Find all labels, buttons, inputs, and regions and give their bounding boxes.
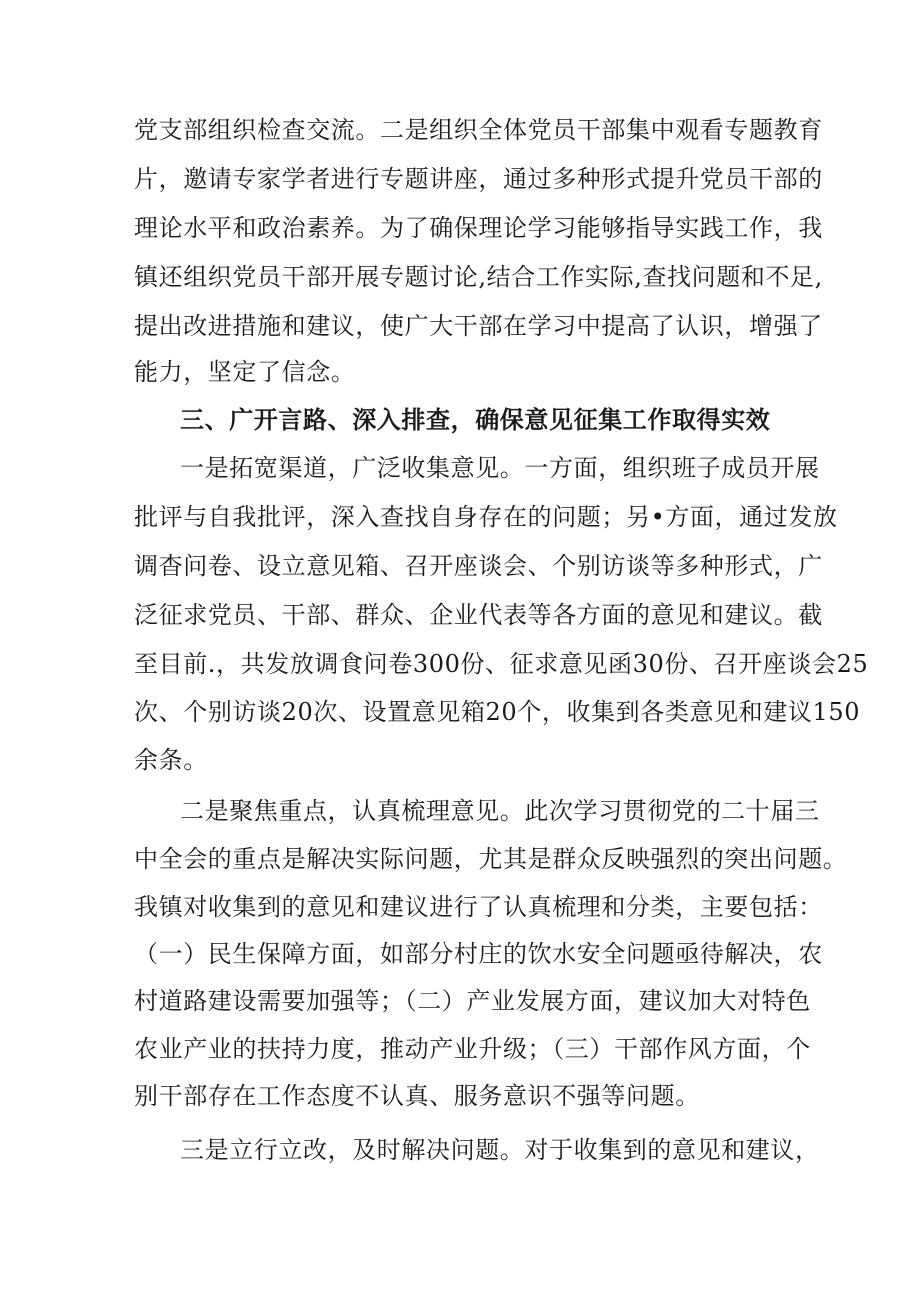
body-text-line: 提出改进措施和建议，使广大干部在学习中提高了认识，增强了 bbox=[134, 312, 823, 340]
body-text-line: 批评与自我批评，深入查找自身存在的问题；另•方面，通过发放 bbox=[134, 503, 838, 531]
body-text-line: 泛征求党员、干部、群众、企业代表等各方面的意见和建议。截 bbox=[134, 601, 823, 629]
body-text-line: 次、个别访谈20次、设置意见箱20个，收集到各类意见和建议150 bbox=[134, 698, 861, 726]
body-text-line: 中全会的重点是解决实际问题，尤其是群众反映强烈的突出问题。 bbox=[134, 845, 848, 873]
body-text-line: 余条。 bbox=[134, 746, 208, 774]
body-text-line: 至目前.，共发放调食问卷300份、征求意见函30份、召开座谈会25 bbox=[134, 650, 869, 678]
body-text-line: 党支部组织检查交流。二是组织全体党员干部集中观看专题教育 bbox=[134, 116, 823, 144]
body-text-line: 理论水平和政治素养。为了确保理论学习能够指导实践工作，我 bbox=[134, 214, 823, 242]
body-text-line: 片，邀请专家学者进行专题讲座，通过多种形式提升党员干部的 bbox=[134, 165, 823, 193]
body-text-line: 我镇对收集到的意见和建议进行了认真梳理和分类，主要包括： bbox=[134, 893, 823, 921]
body-text-line: 调杳问卷、设立意见箱、召开座谈会、个别访谈等多种形式，广 bbox=[134, 552, 823, 580]
body-text-line: 镇还组织党员干部开展专题讨论,结合工作实际,查找问题和不足, bbox=[134, 263, 823, 291]
body-text-line: 能力，坚定了信念。 bbox=[134, 358, 356, 386]
paragraph-first-line: 一是拓宽渠道，广泛收集意见。一方面，组织班子成员开展 bbox=[180, 454, 820, 482]
paragraph-first-line: 三是立行立改，及时解决问题。对于收集到的意见和建议， bbox=[180, 1136, 820, 1164]
section-heading: 三、广开言路、深入排查，确保意见征集工作取得实效 bbox=[180, 405, 771, 434]
body-text-line: 村道路建设需要加强等；（二）产业发展方面，建议加大对特色 bbox=[134, 987, 811, 1015]
body-text-line: 农业产业的扶持力度，推动产业升级；（三）干部作风方面，个 bbox=[134, 1035, 811, 1063]
paragraph-first-line: 二是聚焦重点，认真梳理意见。此次学习贯彻党的二十届三 bbox=[180, 797, 820, 825]
body-text-line: 别干部存在工作态度不认真、服务意识不强等问题。 bbox=[134, 1082, 700, 1110]
body-text-line: （一）民生保障方面，如部分村庄的饮水安全问题亟待解决，农 bbox=[134, 940, 823, 968]
